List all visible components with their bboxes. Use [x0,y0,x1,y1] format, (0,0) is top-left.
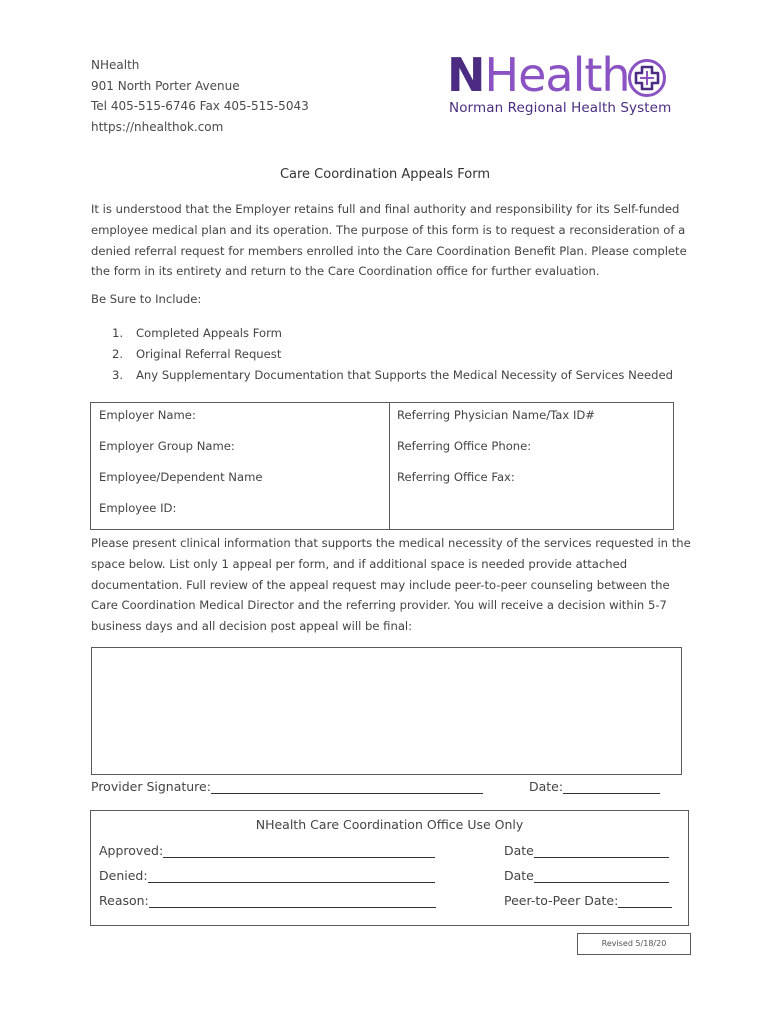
approved-date-line[interactable] [534,843,669,858]
list-number: 1. [112,326,124,340]
approved-date-field[interactable] [504,843,669,858]
signature-line[interactable] [211,779,483,794]
reason-field[interactable] [99,893,436,908]
list-item [112,344,673,365]
denied-date-field[interactable] [504,868,669,883]
list-text: Completed Appeals Form [136,326,282,340]
denied-label: Denied: [99,868,148,883]
referring-office-fax-field[interactable]: Referring Office Fax: [397,470,515,484]
nhealth-logo [447,48,672,121]
reason-label: Reason: [99,893,149,908]
reason-line[interactable] [149,893,436,908]
logo-wordmark [447,49,630,101]
peer-to-peer-date-label: Peer-to-Peer Date: [504,893,619,908]
date-label: Date [504,843,534,858]
approved-line[interactable] [163,843,435,858]
list-number: 3. [112,367,124,382]
revision-date: Revised 5/18/20 [577,933,691,955]
provider-signature-field[interactable] [91,779,483,794]
date-label: Date [504,868,534,883]
denied-date-line[interactable] [534,868,669,883]
logo-subtitle: Norman Regional Health System [449,100,672,116]
intro-paragraph: It is understood that the Employer retains full and final authority and responsibility for its Self-funded employee medical plan and its operation. The purpose of this form is to request a reconsideration of a denied referral request for members enrolled into the Care Coordination Benefit Plan. Please complete the form in its entirety and return to the Care Coordination office for further evaluation. [91,202,687,279]
denied-line[interactable] [148,868,435,883]
list-item [112,323,673,344]
list-item [112,365,673,386]
approved-label: Approved: [99,843,164,858]
logo-word-health: Health [484,48,630,102]
form-title: Care Coordination Appeals Form [279,167,491,182]
column-divider [389,403,390,529]
signature-date-field[interactable] [529,779,660,794]
employer-name-field[interactable]: Employer Name: [99,408,196,422]
peer-to-peer-date-field[interactable] [504,893,672,908]
phone-fax: Tel 405-515-6746 Fax 405-515-5043 [91,99,309,113]
required-documents-list [112,323,673,385]
denied-field[interactable] [99,868,435,883]
clinical-information-box[interactable] [91,647,682,775]
peer-date-line[interactable] [618,893,672,908]
list-text: Original Referral Request [136,346,282,361]
org-name: NHealth [91,58,140,72]
office-use-heading: NHealth Care Coordination Office Use Only [255,817,524,832]
date-label: Date: [529,779,564,794]
date-line[interactable] [563,779,660,794]
organization-address-block [91,55,309,137]
include-label: Be Sure to Include: [91,292,202,306]
website: https://nhealthok.com [91,119,224,134]
list-number: 2. [112,346,124,361]
approved-field[interactable] [99,843,435,858]
referring-office-phone-field[interactable]: Referring Office Phone: [397,439,532,453]
interlocking-cross-icon [627,58,667,98]
logo-letter-n: N [447,48,485,102]
member-provider-info-table [90,402,674,530]
office-use-box [90,810,689,926]
list-text: Any Supplementary Documentation that Supports the Medical Necessity of Services Needed [136,367,673,382]
employee-dependent-name-field[interactable]: Employee/Dependent Name [99,470,263,484]
employer-group-name-field[interactable]: Employer Group Name: [99,439,235,453]
provider-signature-label: Provider Signature: [91,779,211,794]
street-address: 901 North Porter Avenue [91,78,240,93]
referring-physician-field[interactable]: Referring Physician Name/Tax ID# [397,408,596,422]
employee-id-field[interactable]: Employee ID: [99,501,177,515]
clinical-instructions: Please present clinical information that supports the medical necessity of the services requested in the space below. List only 1 appeal per form, and if additional space is needed provide attached documentation. Full review of the appeal request may include peer-to-peer counseling between the Care Coordination Medical Director and the referring provider. You will receive a decision within 5-7 business days and all decision post appeal will be final: [91,536,691,634]
